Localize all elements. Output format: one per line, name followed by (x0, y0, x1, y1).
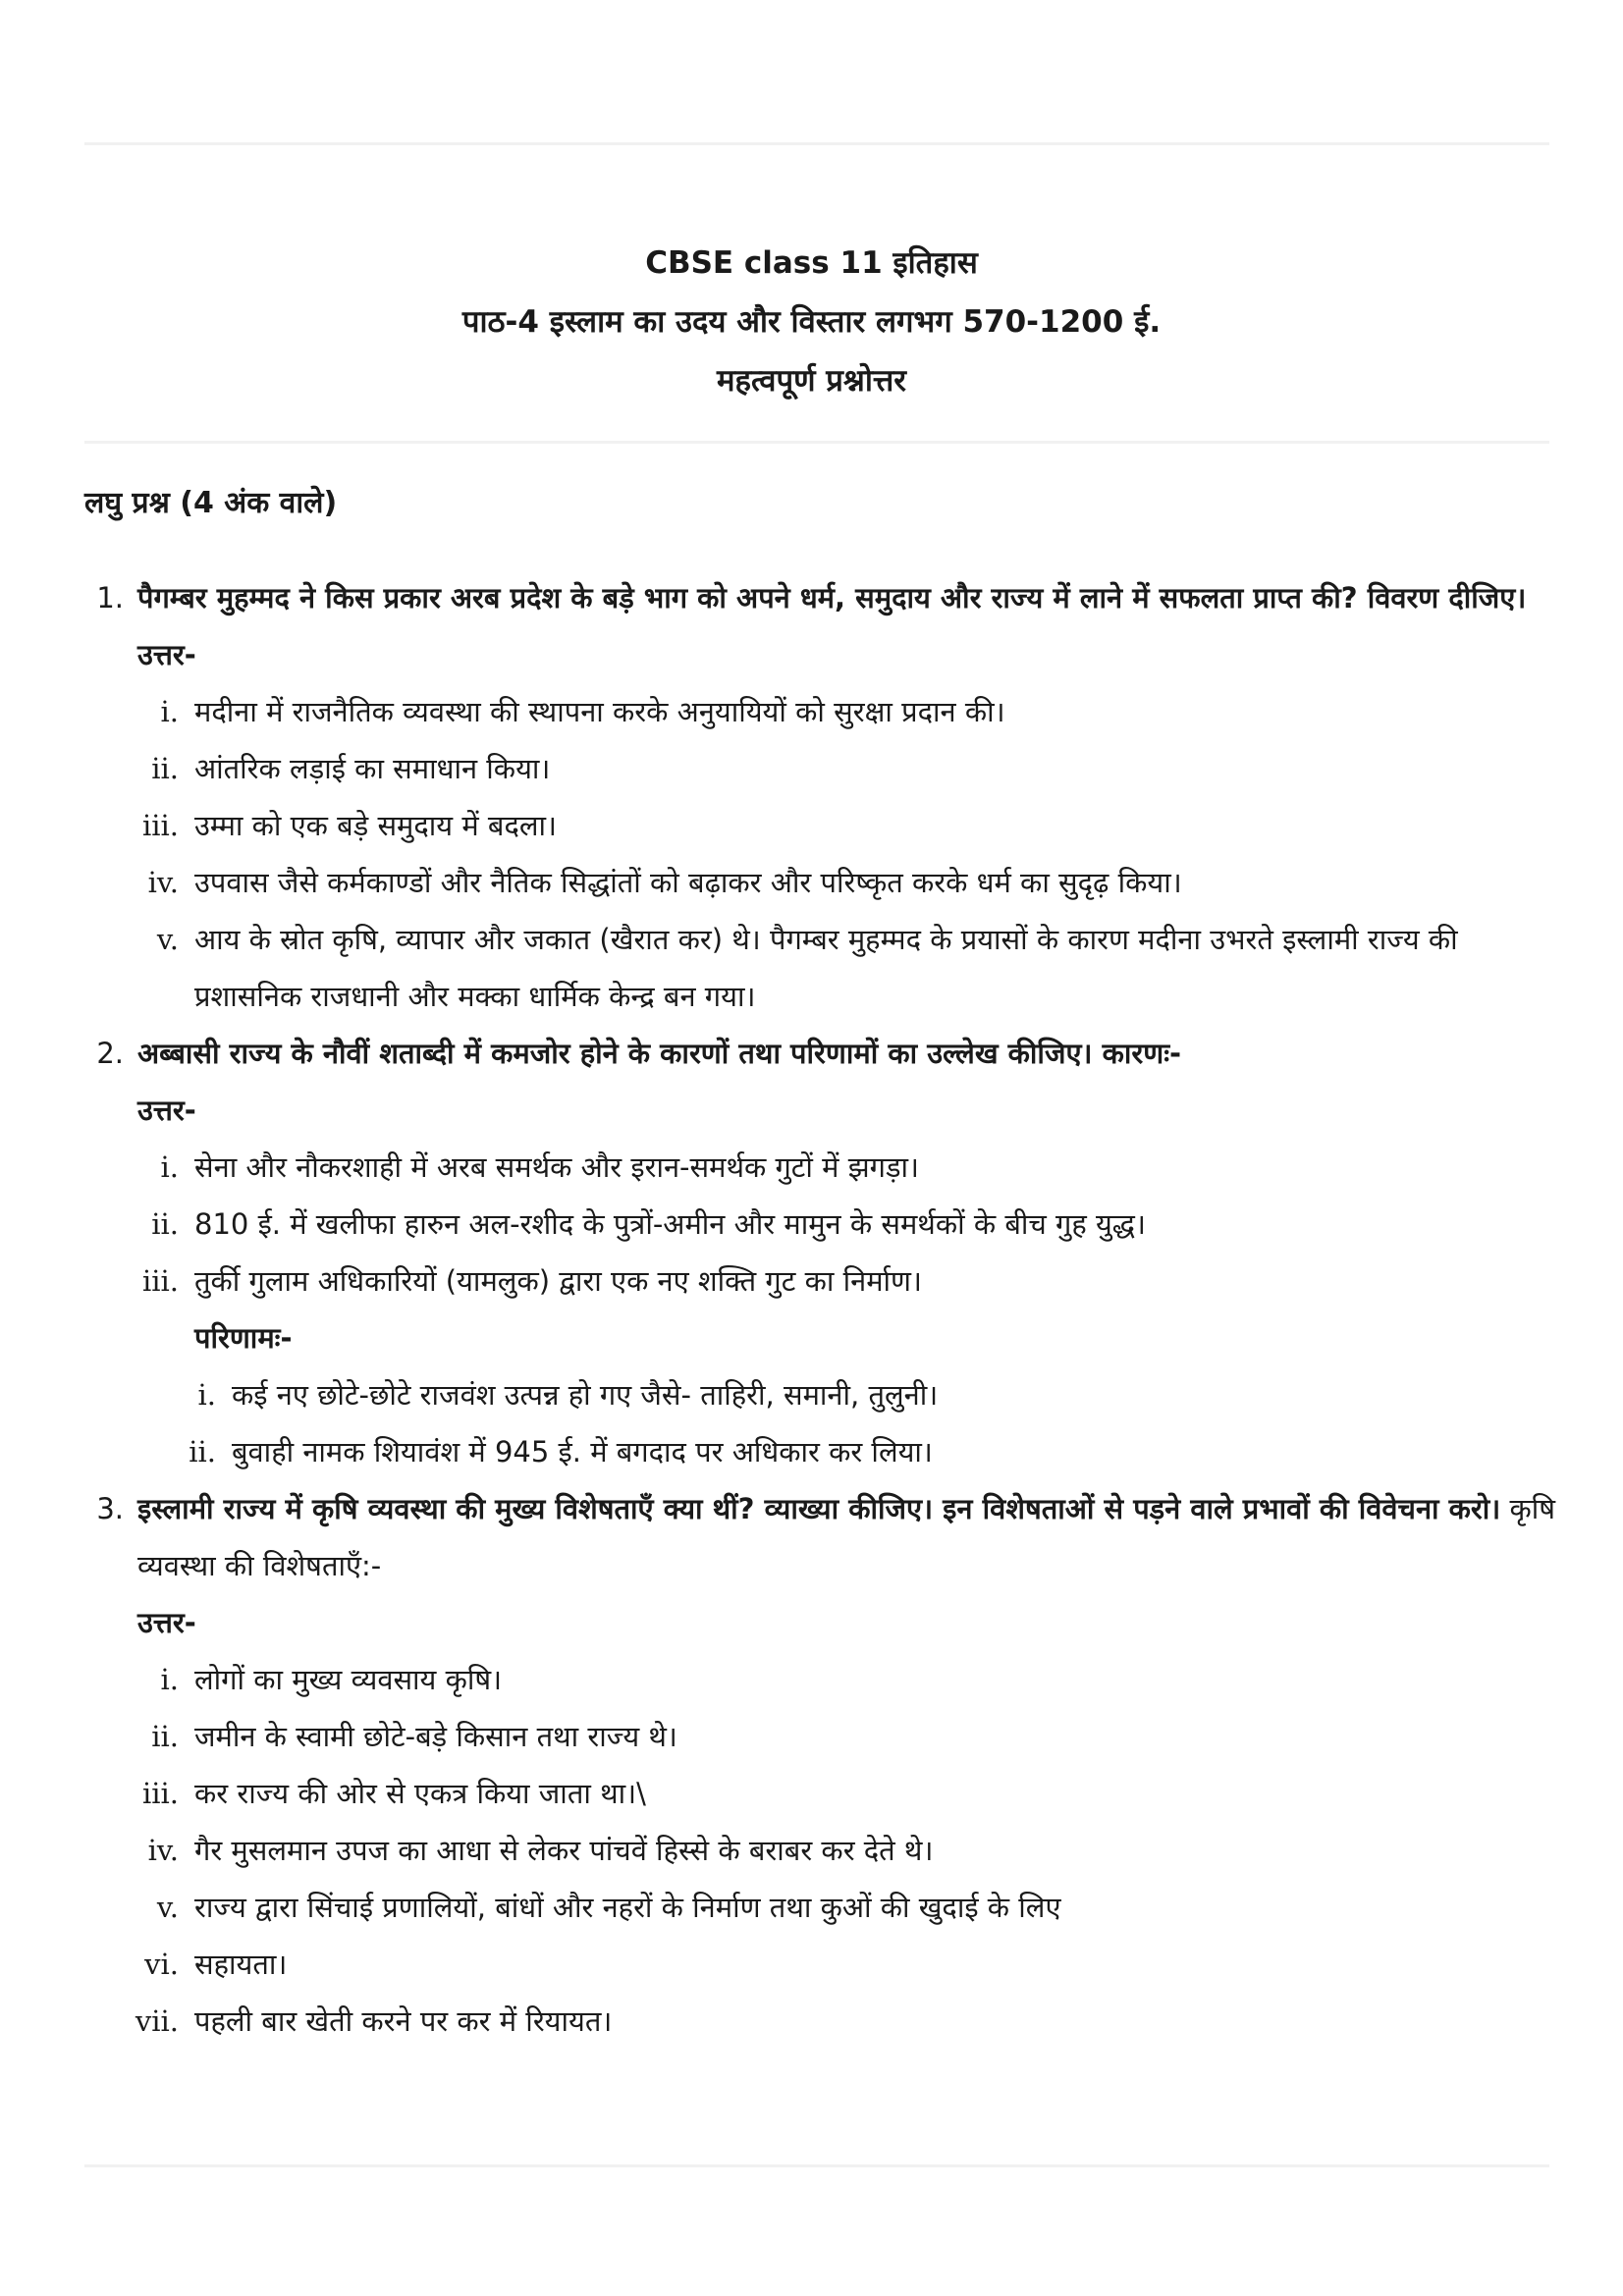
item-text: 810 ई. में खलीफा हारुन अल-रशीद के पुत्रों-अमीन और मामुन के समर्थकों के बीच गुह युद्ध। (194, 1207, 1146, 1241)
list-item (84, 797, 1557, 854)
question-number: 3. (96, 1492, 124, 1525)
item-number: v. (156, 923, 179, 956)
question-3 (84, 1480, 1557, 2050)
list-item (84, 1651, 1557, 1708)
item-number: iv. (147, 866, 179, 899)
item-number: i. (197, 1378, 216, 1412)
list-item (84, 1423, 1557, 1480)
item-text: सहायता। (194, 1948, 288, 1981)
list-item (84, 740, 1557, 797)
item-text: लोगों का मुख्य व्यवसाय कृषि। (194, 1663, 503, 1696)
item-number: ii. (189, 1435, 216, 1468)
question-text: अब्बासी राज्य के नौवीं शताब्दी में कमजोर होने के कारणों तथा परिणामों का उल्लेख कीजिए। कारणः- (137, 1037, 1182, 1070)
item-number: iii. (141, 1777, 179, 1810)
answer-label: उत्तर- (137, 1606, 196, 1639)
answer-list (84, 1651, 1557, 2050)
header-divider (84, 441, 1549, 444)
item-number: i. (160, 1663, 179, 1696)
item-number: ii. (151, 752, 179, 785)
question-number: 2. (96, 1037, 124, 1070)
item-text: कई नए छोटे-छोटे राजवंश उत्पन्न हो गए जैसे- ताहिरी, समानी, तुलुनी। (232, 1378, 939, 1412)
item-number: v. (156, 1891, 179, 1924)
list-item (84, 911, 1557, 1025)
item-number: i. (160, 695, 179, 728)
answer-list (84, 683, 1557, 1025)
item-text: गैर मुसलमान उपज का आधा से लेकर पांचवें हिस्से के बराबर कर देते थे। (194, 1834, 934, 1867)
item-text: आय के स्रोत कृषि, व्यापार और जकात (खैरात कर) थे। पैगम्बर मुहम्मद के प्रयासों के कारण मदीना उभरते इस्लामी राज्य की प्रशासनिक राजधानी और मक्का धार्मिक केन्द्र बन गया। (194, 923, 1458, 1013)
question-text: पैगम्बर मुहम्मद ने किस प्रकार अरब प्रदेश के बड़े भाग को अपने धर्म, समुदाय और राज्य में लाने में सफलता प्राप्त की? विवरण दीजिए। (137, 581, 1527, 614)
section-title: लघु प्रश्न (4 अंक वाले) (84, 486, 338, 520)
header-chapter: पाठ-4 इस्लाम का उदय और विस्तार लगभग 570-1200 ई. (461, 304, 1162, 340)
item-number: ii. (151, 1207, 179, 1241)
item-text: उम्मा को एक बड़े समुदाय में बदला। (194, 809, 558, 842)
item-text: राज्य द्वारा सिंचाई प्रणालियों, बांधों और नहरों के निर्माण तथा कुओं की खुदाई के लिए (194, 1891, 1061, 1924)
top-divider (84, 142, 1549, 145)
item-text: बुवाही नामक शियावंश में 945 ई. में बगदाद पर अधिकार कर लिया। (232, 1435, 933, 1468)
list-item (84, 683, 1557, 740)
question-number: 1. (96, 581, 124, 614)
list-item (84, 1139, 1557, 1196)
results-list (84, 1366, 1557, 1480)
item-text: कर राज्य की ओर से एकत्र किया जाता था।\ (194, 1777, 646, 1810)
item-text: सेना और नौकरशाही में अरब समर्थक और इरान-समर्थक गुटों में झगड़ा। (194, 1150, 919, 1184)
bottom-divider (84, 2164, 1549, 2167)
item-number: vii. (135, 2004, 179, 2038)
list-item (84, 1765, 1557, 1822)
item-number: iv. (147, 1834, 179, 1867)
item-number: iii. (141, 1264, 179, 1298)
list-item (84, 1253, 1557, 1309)
questions-list (84, 569, 1557, 2050)
list-item (84, 1879, 1557, 1936)
question-text (137, 1480, 1557, 1594)
question-1 (84, 569, 1557, 1025)
answer-label: उत्तर- (137, 1094, 196, 1127)
list-item (84, 1196, 1557, 1253)
list-item (84, 1822, 1557, 1879)
item-text: मदीना में राजनैतिक व्यवस्था की स्थापना करके अनुयायियों को सुरक्षा प्रदान की। (194, 695, 1005, 728)
header-course: CBSE class 11 इतिहास (645, 245, 978, 281)
item-text: आंतरिक लड़ाई का समाधान किया। (194, 752, 551, 785)
list-item (84, 854, 1557, 911)
question-2 (84, 1025, 1557, 1480)
item-number: ii. (151, 1720, 179, 1753)
list-item (84, 1708, 1557, 1765)
question-text-normal: कृषि व्यवस्था की विशेषताएँ:- (137, 1492, 1556, 1582)
item-text: तुर्की गुलाम अधिकारियों (यामलुक) द्वारा एक नए शक्ति गुट का निर्माण। (194, 1264, 923, 1298)
header-subtitle: महत्वपूर्ण प्रश्नोत्तर (717, 363, 906, 399)
answer-list (84, 1139, 1557, 1309)
list-item (84, 1993, 1557, 2050)
document-header (0, 234, 1623, 410)
list-item (84, 1936, 1557, 1993)
item-text: जमीन के स्वामी छोटे-बड़े किसान तथा राज्य थे। (194, 1720, 677, 1753)
results-label: परिणामः- (194, 1321, 293, 1355)
list-item (84, 1366, 1557, 1423)
answer-label: उत्तर- (137, 638, 196, 671)
item-number: vi. (144, 1948, 179, 1981)
item-text: पहली बार खेती करने पर कर में रियायत। (194, 2004, 613, 2038)
item-number: i. (160, 1150, 179, 1184)
item-number: iii. (141, 809, 179, 842)
question-text-bold: इस्लामी राज्य में कृषि व्यवस्था की मुख्य विशेषताएँ क्या थीं? व्याख्या कीजिए। इन विशेषताओं से पड़ने वाले प्रभावों की विवेचना करो। (137, 1492, 1501, 1525)
item-text: उपवास जैसे कर्मकाण्डों और नैतिक सिद्धांतों को बढ़ाकर और परिष्कृत करके धर्म का सुदृढ़ किया। (194, 866, 1182, 899)
